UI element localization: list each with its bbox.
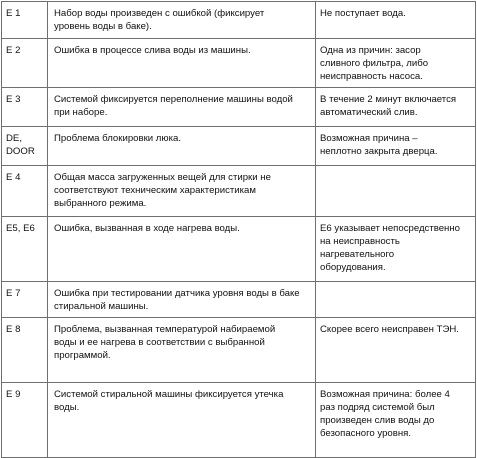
- table-row: [2, 318, 476, 383]
- error-code-cell: E 3: [2, 88, 48, 127]
- error-note-cell: Скорее всего неисправен ТЭН.: [316, 318, 476, 383]
- error-description-cell: Набор воды произведен с ошибкой (фиксирует уровень воды в баке).: [48, 2, 316, 39]
- error-code-cell: E 4: [2, 166, 48, 217]
- error-note-cell: Возможная причина: более 4 раз подряд системой был произведен слив воды до безопасного уровня.: [316, 383, 476, 458]
- error-code-cell: E 8: [2, 318, 48, 383]
- error-description-cell: Системой фиксируется переполнение машины водой при наборе.: [48, 88, 316, 127]
- table-row: [2, 2, 476, 39]
- error-description-cell: Ошибка, вызванная в ходе нагрева воды.: [48, 217, 316, 282]
- error-code-cell: DE, DOOR: [2, 127, 48, 166]
- error-description-cell: Проблема блокировки люка.: [48, 127, 316, 166]
- table-row: [2, 282, 476, 318]
- error-note-cell: Не поступает вода.: [316, 2, 476, 39]
- error-description-cell: Общая масса загруженных вещей для стирки не соответствуют техническим характеристикам выбранного режима.: [48, 166, 316, 217]
- error-description-cell: Проблема, вызванная температурой набираемой воды и ее нагрева в соответствии с выбранной программой.: [48, 318, 316, 383]
- error-note-cell: Одна из причин: засор сливного фильтра, либо неисправность насоса.: [316, 39, 476, 88]
- error-code-cell: E 2: [2, 39, 48, 88]
- error-note-cell: Возможная причина – неплотно закрыта дверца.: [316, 127, 476, 166]
- table-row: [2, 127, 476, 166]
- error-description-cell: Системой стиральной машины фиксируется утечка воды.: [48, 383, 316, 458]
- error-code-cell: E 1: [2, 2, 48, 39]
- table-row: [2, 166, 476, 217]
- error-description-cell: Ошибка при тестировании датчика уровня воды в баке стиральной машины.: [48, 282, 316, 318]
- table-row: [2, 217, 476, 282]
- error-note-cell: E6 указывает непосредственно на неисправность нагревательного оборудования.: [316, 217, 476, 282]
- error-description-cell: Ошибка в процессе слива воды из машины.: [48, 39, 316, 88]
- error-note-cell: [316, 282, 476, 318]
- table-row: [2, 39, 476, 88]
- error-code-cell: E5, E6: [2, 217, 48, 282]
- error-code-cell: E 7: [2, 282, 48, 318]
- table-row: [2, 383, 476, 458]
- error-note-cell: [316, 166, 476, 217]
- table-row: [2, 88, 476, 127]
- error-note-cell: В течение 2 минут включается автоматический слив.: [316, 88, 476, 127]
- error-codes-table: [1, 1, 476, 458]
- error-code-cell: E 9: [2, 383, 48, 458]
